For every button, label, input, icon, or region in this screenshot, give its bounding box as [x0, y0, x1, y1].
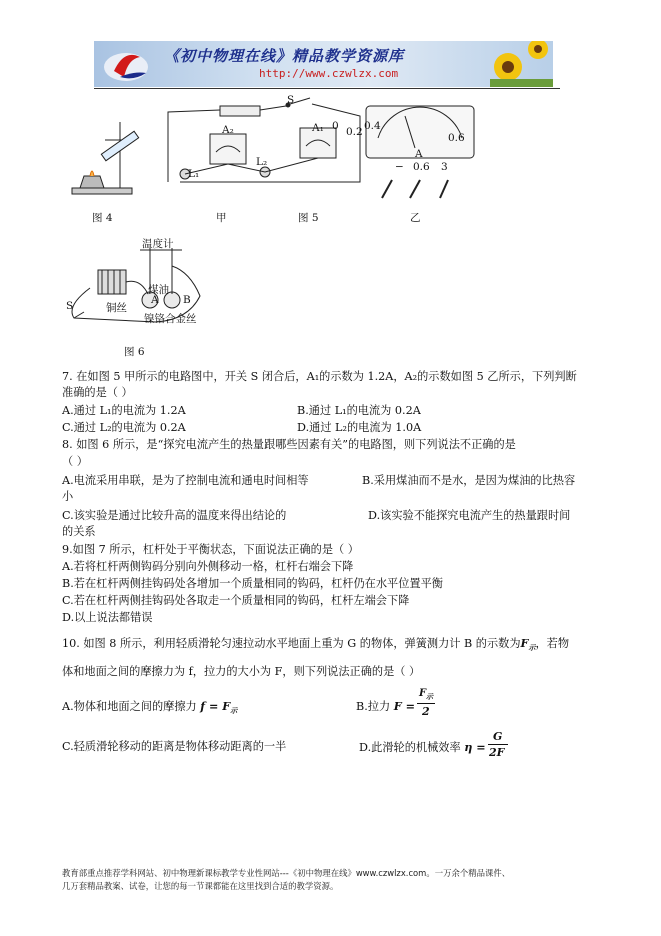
q10-stem-line1: [62, 636, 569, 655]
meter-scale-0: 0: [332, 120, 339, 132]
q10-stem-part1: 10. 如图 8 所示，利用轻质滑轮匀速拉动水平地面上重为 G 的物体，弹簧测力计 B 的示数为: [62, 637, 521, 650]
sunflower-decoration: [490, 41, 553, 87]
fig6-thermometer-label: 温度计: [142, 238, 174, 250]
q10-option-A: [62, 699, 237, 718]
q10-stem-part2: ，若物: [535, 637, 570, 650]
fig6-S-label: S: [66, 300, 74, 312]
fig5-caption: 图 5: [298, 212, 319, 224]
q8-option-B-line1: B.采用煤油而不是水，是因为煤油的比热容: [362, 474, 576, 487]
meter-scale-1: 0.2: [346, 126, 363, 138]
q7-option-A: A.通过 L₁的电流为 1.2A: [62, 404, 186, 417]
meter-unit-label: A: [415, 148, 423, 160]
q10-stem-formula: [520, 636, 536, 653]
q10-D-numerator: G: [493, 730, 503, 743]
meter-terminal-3: 3: [441, 161, 448, 173]
q8-stem-line1: 8. 如图 6 所示，是“探究电流产生的热量跟哪些因素有关”的电路图，则下列说法不正确的是: [62, 438, 516, 451]
q10-option-D-text: D.此滑轮的机械效率: [359, 741, 461, 754]
fig6-copper-label: 铜丝: [106, 302, 127, 314]
q10-stem-line2: 体和地面之间的摩擦力为 f，拉力的大小为 F，则下列说法正确的是（ ）: [62, 665, 421, 678]
q10-D-denominator: 2F: [489, 746, 505, 759]
q7-option-D: D.通过 L₂的电流为 1.0A: [297, 421, 422, 434]
q8-stem-line2: （ ）: [62, 455, 88, 468]
q10-option-B: [356, 699, 415, 714]
fig5-yi-caption: 乙: [410, 212, 421, 224]
label-L1: L₁: [188, 168, 200, 180]
fig4-apparatus: [72, 122, 139, 194]
q10-option-C: C.轻质滑轮移动的距离是物体移动距离的一半: [62, 740, 287, 753]
q10-A-F-subscript: 示: [230, 706, 238, 716]
q10-D-fraction-bar: [488, 744, 508, 745]
q8-option-B-line2: 小: [62, 490, 74, 503]
fig6-A-label: A: [151, 294, 159, 306]
q9-option-C: C.若在杠杆两侧挂钩码处各取走一个质量相同的钩码，杠杆左端会下降: [62, 594, 410, 607]
label-A2: A₂: [222, 124, 234, 136]
fig5-jia-caption: 甲: [216, 212, 227, 224]
q10-F-symbol: F: [520, 636, 529, 650]
q10-eq-D: =: [476, 740, 486, 754]
label-L2: L₂: [256, 156, 268, 168]
q10-option-A-formula: [200, 699, 238, 716]
q10-B-denominator: 2: [422, 705, 430, 718]
q8-option-A: A.电流采用串联，是为了控制电流和通电时间相等: [62, 474, 309, 487]
q10-B-num-sub: 示: [426, 692, 434, 701]
banner-logo: [104, 53, 148, 81]
q10-option-D-formula: [464, 740, 485, 754]
q8-option-D-line2: 的关系: [62, 525, 96, 538]
q9-option-A: A.若将杠杆两侧钩码分别向外侧移动一格，杠杆右端会下降: [62, 560, 354, 573]
q9-stem: 9.如图 7 所示，杠杆处于平衡状态，下面说法正确的是（ ）: [62, 543, 359, 556]
q7-stem-line2: 准确的是（ ）: [62, 386, 133, 399]
q10-eta-symbol: η: [464, 740, 473, 754]
fig6-kerosene-label: 煤油: [148, 284, 169, 296]
q10-eq-A: =: [209, 699, 219, 713]
q10-B-numerator: [418, 688, 434, 702]
q9-option-B: B.若在杠杆两侧挂钩码处各增加一个质量相同的钩码，杠杆仍在水平位置平衡: [62, 577, 443, 590]
label-S-fig5: S: [287, 94, 295, 106]
meter-terminal-minus: −: [395, 161, 404, 173]
q10-option-D: [359, 740, 486, 755]
q10-option-A-text: A.物体和地面之间的摩擦力: [62, 700, 197, 713]
q10-f-symbol: f: [200, 699, 206, 713]
header-rule: [94, 88, 560, 89]
banner-url: http://www.czwlzx.com: [259, 67, 399, 80]
banner-title: 《初中物理在线》精品教学资源库: [164, 47, 405, 65]
q10-A-F-symbol: F: [222, 699, 231, 713]
q7-option-C: C.通过 L₂的电流为 0.2A: [62, 421, 186, 434]
q7-option-B: B.通过 L₁的电流为 0.2A: [297, 404, 421, 417]
q8-option-C: C.该实验是通过比较升高的温度来得出结论的: [62, 509, 287, 522]
footer-line1: 教育部重点推荐学科网站、初中物理新课标教学专业性网站---《初中物理在线》www.czwlzx.com。一万余个精品课件、: [62, 868, 511, 878]
footer-line2: 几万套精品教案、试卷，让您的每一节课都能在这里找到合适的教学资源。: [62, 881, 339, 891]
q8-option-D-line1: D.该实验不能探究电流产生的热量跟时间: [368, 509, 571, 522]
q10-B-F-symbol: F: [393, 699, 402, 713]
header-banner: [94, 41, 553, 87]
q7-stem-line1: 7. 在如图 5 甲所示的电路图中，开关 S 闭合后，A₁的示数为 1.2A，A₂的示数如图 5 乙所示，下列判断: [62, 370, 577, 383]
label-A1: A₁: [312, 122, 324, 134]
q10-B-fraction-bar: [417, 703, 435, 704]
fig6-caption: 图 6: [124, 346, 145, 358]
meter-scale-2: 0.4: [364, 120, 381, 132]
q10-option-B-formula: [394, 699, 415, 713]
fig4-caption: 图 4: [92, 212, 113, 224]
q10-F-subscript: 示: [528, 643, 536, 653]
q10-eq-B: =: [405, 699, 415, 713]
meter-terminal-06: 0.6: [413, 161, 430, 173]
q10-B-num-F: F: [418, 688, 427, 699]
q10-option-B-text: B.拉力: [356, 700, 391, 713]
q9-option-D: D.以上说法都错误: [62, 611, 153, 624]
figure-row: [60, 92, 500, 232]
fig6-nichrome-label: 镍铬合金丝: [144, 313, 197, 325]
meter-scale-3: 0.6: [448, 132, 465, 144]
fig6-B-label: B: [183, 294, 191, 306]
